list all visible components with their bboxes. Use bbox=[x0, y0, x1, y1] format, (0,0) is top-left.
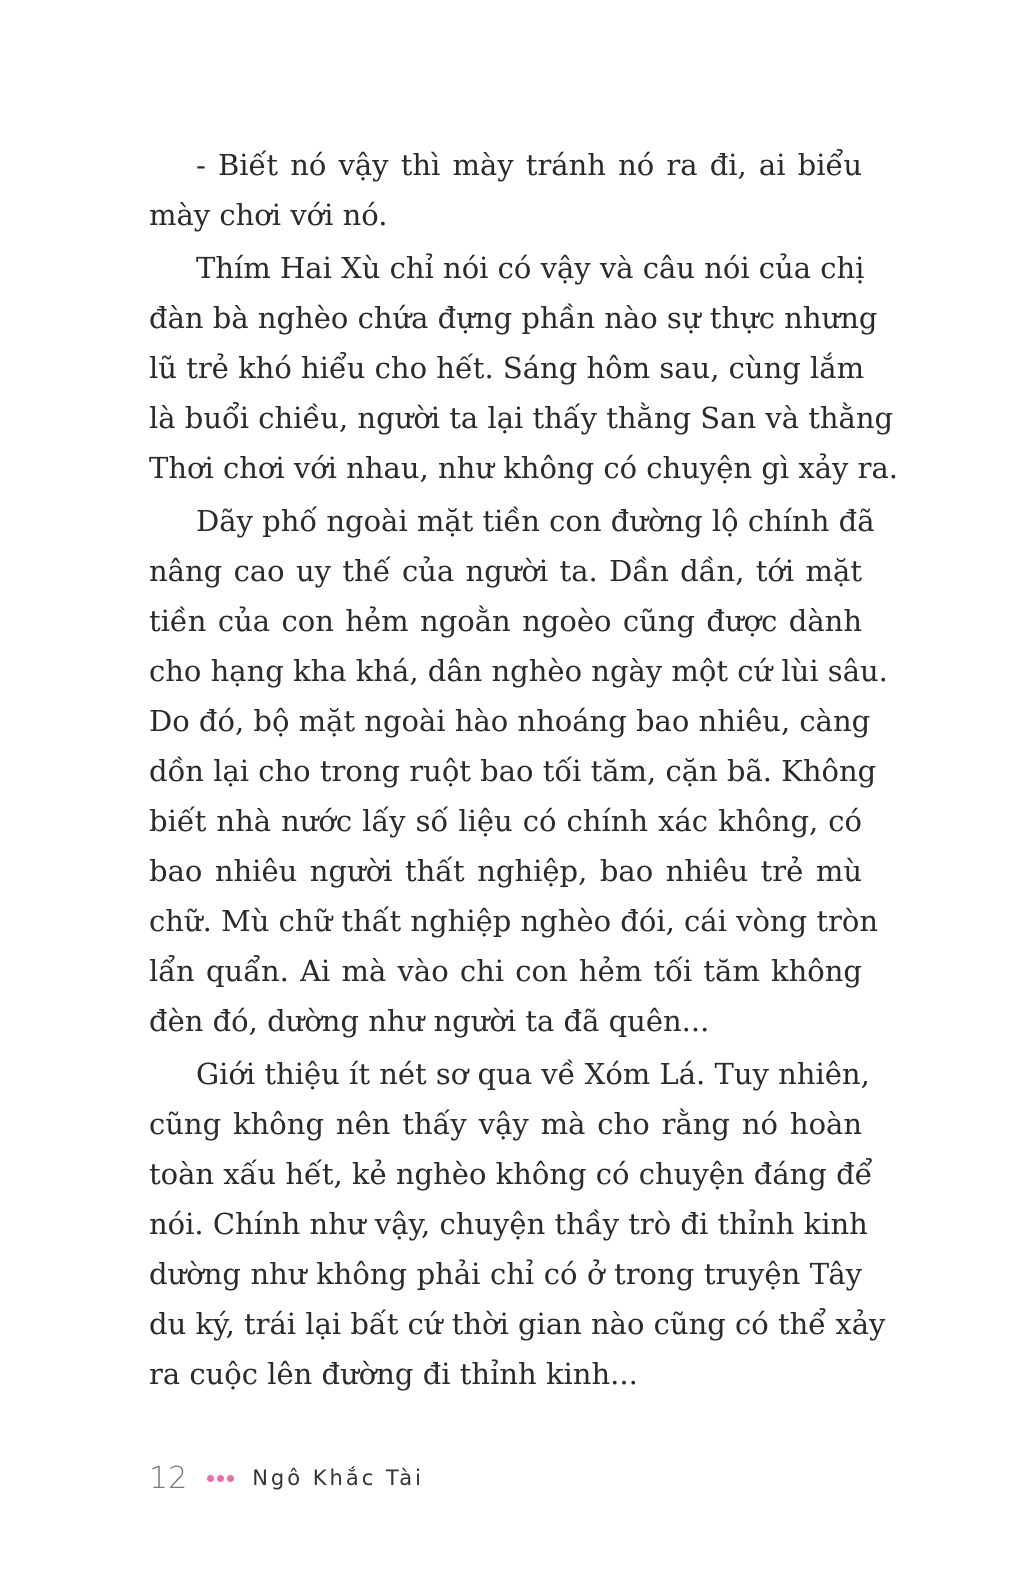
text-line: lũ trẻ khó hiểu cho hết. Sáng hôm sau, cùng lắm bbox=[149, 351, 865, 385]
page-number: 12 bbox=[149, 1460, 188, 1496]
ellipsis-dots-icon bbox=[207, 1475, 234, 1482]
text-line: Giới thiệu ít nét sơ qua về Xóm Lá. Tuy nhiên, bbox=[196, 1057, 870, 1091]
text-line: bao nhiêu người thất nghiệp, bao nhiêu trẻ mù bbox=[149, 854, 862, 888]
paragraph bbox=[149, 1049, 886, 1399]
text-line: là buổi chiều, người ta lại thấy thằng San và thằng bbox=[149, 401, 894, 435]
text-line: đèn đó, dường như người ta đã quên... bbox=[149, 1004, 710, 1038]
text-line: cho hạng kha khá, dân nghèo ngày một cứ lùi sâu. bbox=[149, 654, 888, 688]
text-line: đàn bà nghèo chứa đựng phần nào sự thực nhưng bbox=[149, 301, 878, 335]
paragraph bbox=[149, 243, 898, 493]
text-line: Thím Hai Xù chỉ nói có vậy và câu nói của chị bbox=[196, 251, 865, 285]
text-line: nâng cao uy thế của người ta. Dần dần, tới mặt bbox=[149, 554, 862, 588]
text-line: nói. Chính như vậy, chuyện thầy trò đi thỉnh kinh bbox=[149, 1207, 868, 1241]
text-line: dồn lại cho trong ruột bao tối tăm, cặn bã. Không bbox=[149, 754, 877, 788]
text-line: mày chơi với nó. bbox=[149, 198, 388, 232]
text-line: dường như không phải chỉ có ở trong truyện Tây bbox=[149, 1257, 862, 1291]
text-line: du ký, trái lại bất cứ thời gian nào cũng có thể xảy bbox=[149, 1307, 886, 1341]
text-line: cũng không nên thấy vậy mà cho rằng nó hoàn bbox=[149, 1107, 862, 1141]
page-body bbox=[149, 140, 898, 1402]
author-name: Ngô Khắc Tài bbox=[252, 1466, 425, 1490]
text-line: - Biết nó vậy thì mày tránh nó ra đi, ai biểu bbox=[196, 148, 862, 182]
text-line: lẩn quẩn. Ai mà vào chi con hẻm tối tăm không bbox=[149, 954, 862, 988]
page-footer bbox=[149, 1456, 424, 1500]
text-line: toàn xấu hết, kẻ nghèo không có chuyện đáng để bbox=[149, 1157, 873, 1191]
text-line: Dãy phố ngoài mặt tiền con đường lộ chính đã bbox=[196, 504, 875, 538]
text-line: tiền của con hẻm ngoằn ngoèo cũng được dành bbox=[149, 604, 862, 638]
paragraph bbox=[149, 140, 862, 240]
text-line: biết nhà nước lấy số liệu có chính xác không, có bbox=[149, 804, 862, 838]
text-line: chữ. Mù chữ thất nghiệp nghèo đói, cái vòng tròn bbox=[149, 904, 879, 938]
text-line: ra cuộc lên đường đi thỉnh kinh... bbox=[149, 1357, 638, 1391]
text-line: Do đó, bộ mặt ngoài hào nhoáng bao nhiêu, càng bbox=[149, 704, 871, 738]
paragraph bbox=[149, 496, 888, 1046]
text-line: Thơi chơi với nhau, như không có chuyện gì xảy ra. bbox=[149, 451, 898, 485]
